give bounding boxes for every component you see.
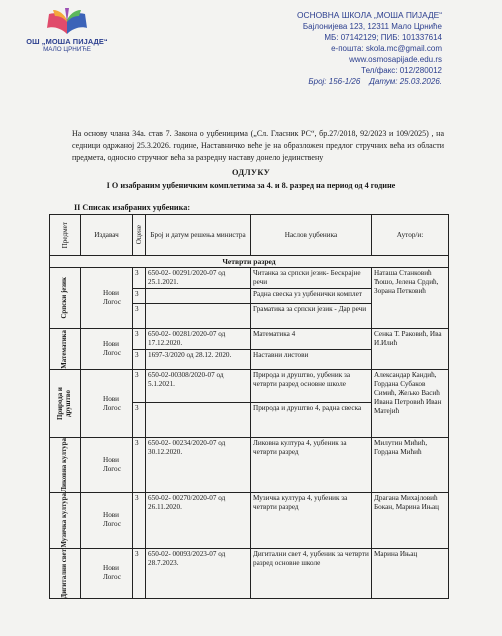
table-row [50,268,449,289]
decision-number-cell: 650-02- 00281/2020-07 од 17.12.2020. [146,329,251,350]
section-heading-2: II Списак изабраних уџбеника: [74,203,191,212]
school-address: Бајлонијева 123, 12311 Мало Црниће [302,22,442,31]
decision-title: ОДЛУКУ [231,168,271,177]
author-cell: Драгана Михајловић Бокан, Марина Ињац [372,493,449,549]
publisher-cell: Нови Логос [81,548,133,599]
decision-number-cell: 650-02- 00291/2020-07 од 25.1.2021. [146,268,251,289]
school-logo [22,6,112,68]
grade-cell: 3 [133,438,146,493]
textbook-title-cell: Наставни листови [251,350,372,370]
grade-cell: 3 [133,548,146,599]
table-header-row [50,215,449,256]
textbook-title-cell: Дигитални свет 4, уџбеник за четврти разред основне школе [251,548,372,599]
column-header-publisher: Издавач [81,215,133,256]
textbook-table [49,214,449,599]
decision-number-cell [146,289,251,304]
subject-cell: Српски језик [50,268,81,329]
grade-cell: 3 [133,268,146,289]
school-website: www.osmosapijade.edu.rs [349,55,442,64]
decision-number-cell: 650-02- 00234/2020-07 од 30.12.2020. [146,438,251,493]
textbook-title-cell: Природа и друштво 4, радна свеска [251,403,372,438]
table-row [50,329,449,350]
column-header-author: Аутор/и: [372,215,449,256]
school-email: е-пошта: skola.mc@gmail.com [331,44,442,53]
decision-number-cell: 650-02-00308/2020-07 од 5.1.2021. [146,370,251,403]
grade-cell: 3 [133,350,146,370]
publisher-cell: Нови Логос [81,438,133,493]
decision-number-cell [146,403,251,438]
author-cell: Наташа Станковић Ћошо, Јелена Срдић, Зорана Петковић [372,268,449,329]
textbook-title-cell: Природа и друштво, уџбеник за четврти разред основне школе [251,370,372,403]
logo-name: ОШ „МОША ПИЈАДЕ“ [26,37,108,46]
logo-subtitle: МАЛО ЦРНИЋЕ [43,46,91,53]
table-row [50,438,449,493]
author-cell: Александар Кандић, Гордана Субаков Симић, Жељко Васић Ивана Петровић Иван Матејић [372,370,449,438]
school-ids: МБ: 07142129; ПИБ: 101337614 [324,33,442,42]
document-ref [202,76,442,87]
decision-number-cell: 1697-3/2020 од 28.12. 2020. [146,350,251,370]
textbook-title-cell: Читанка за српски језик- Бескрајне речи [251,268,372,289]
publisher-cell: Нови Логос [81,329,133,370]
publisher-cell: Нови Логос [81,370,133,438]
decision-number-cell [146,304,251,329]
subject-cell: Дигитални свет [50,548,81,599]
decision-number-cell: 650-02- 00093/2023-07 од 28.7.2023. [146,548,251,599]
section-heading-1: I О изабраним уџбеничким комплетима за 4. и 8. разред на период од 4 године [106,181,396,190]
section-row [50,256,449,268]
school-name: ОСНОВНА ШКОЛА „МОША ПИЈАДЕ“ [297,10,442,20]
publisher-cell: Нови Логос [81,268,133,329]
decision-number-cell: 650-02- 00270/2020-07 од 26.11.2020. [146,493,251,549]
document-date: Датум: 25.03.2026. [369,77,442,86]
grade-cell: 3 [133,370,146,403]
subject-cell: Ликовна култура [50,438,81,493]
author-cell: Марина Ињац [372,548,449,599]
table-row [50,370,449,403]
textbook-title-cell: Ликовна култура 4, уџбеник за четврти разред [251,438,372,493]
grade-cell: 3 [133,304,146,329]
section-label: Четврти разред [50,256,449,268]
textbook-title-cell: Музичка култура 4, уџбеник за четврти разред [251,493,372,549]
publisher-cell: Нови Логос [81,493,133,549]
subject-cell: Математика [50,329,81,370]
grade-cell: 3 [133,493,146,549]
grade-cell: 3 [133,289,146,304]
grade-cell: 3 [133,403,146,438]
textbook-title-cell: Граматика за српски језик - Дар речи [251,304,372,329]
textbook-title-cell: Математика 4 [251,329,372,350]
grade-cell: 3 [133,329,146,350]
school-phone: Тел/факс: 012/280012 [361,66,442,75]
author-cell: Сенка Т. Раковић, Ива И.Илић [372,329,449,370]
table-row [50,493,449,549]
school-info [202,10,442,87]
column-header-number: Број и датум решења министра [146,215,251,256]
column-header-subject: Предмет [50,215,81,256]
open-book-logo-icon [45,6,89,36]
column-header-grade: Оцене [133,215,146,256]
subject-cell: Природа и друштво [50,370,81,438]
column-header-title: Наслов уџбеника [251,215,372,256]
subject-cell: Музичка култура [50,493,81,549]
table-row [50,548,449,599]
textbook-title-cell: Радна свеска уз уџбенички комплет [251,289,372,304]
author-cell: Милутин Мићић, Гордана Мићић [372,438,449,493]
document-number: Број: 156-1/26 [308,77,361,86]
intro-paragraph: На основу члана 34а. став 7. Закона о уџбеницима („Сл. Гласник РС“, бр.27/2018, 92/2023 и 109/2025) , на седници одржаној 25.3.2026. године, Наставничко веће је на образложен предлог стручних већа из области предмета, односно стручног већа за разредну наставу донело јединствену [72,129,444,162]
